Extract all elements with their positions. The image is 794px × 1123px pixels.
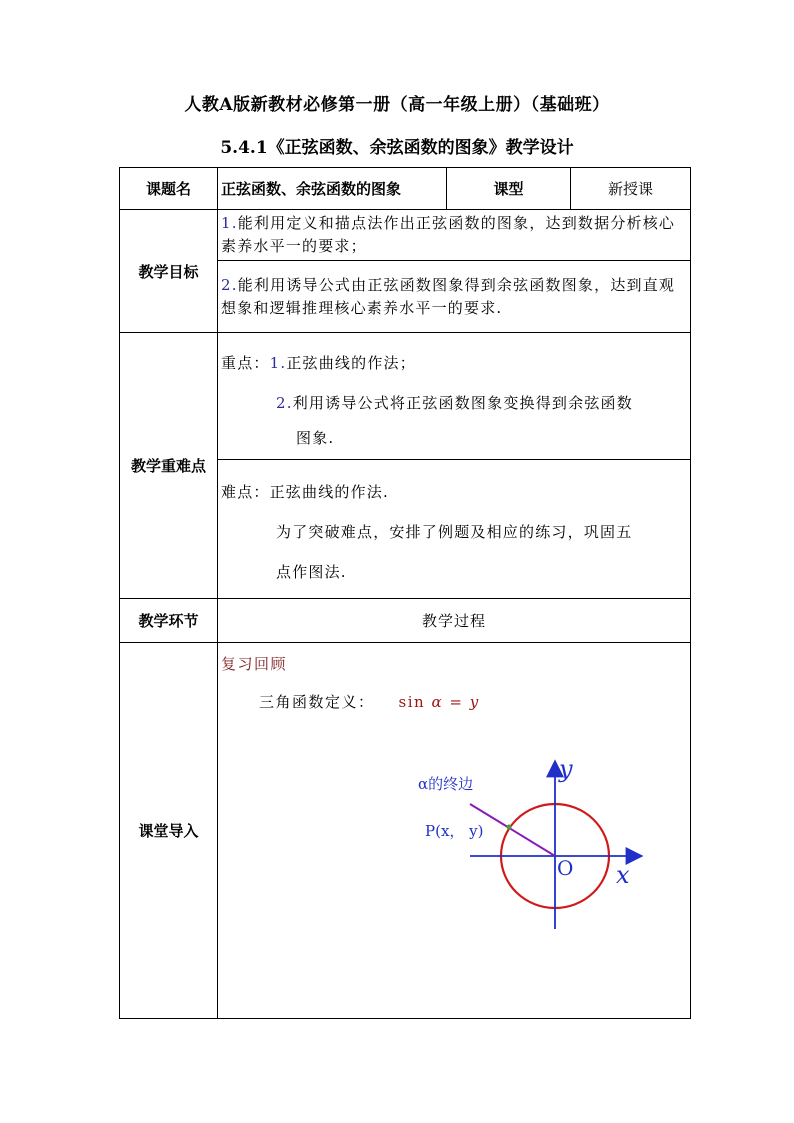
lesson-plan-table [119,167,691,1019]
point-p [507,825,512,830]
unit-circle-diagram [418,755,668,961]
formula-eq: = [443,693,470,711]
review-heading: 复习回顾 [221,655,288,673]
goals-label: 教学目标 [120,210,218,333]
key-2-text: 利用诱导公式将正弦函数图象变换得到余弦函数 [292,394,633,412]
goal-item-1 [218,210,691,261]
x-axis-label: x [616,861,630,889]
process-title: 教学过程 [218,599,691,643]
process-stage-label: 教学环节 [120,599,218,643]
trig-definition [221,691,687,712]
formula-rhs: y [469,693,480,711]
goal-item-1-number: 1. [221,214,238,232]
sine-formula [399,693,480,711]
process-header-row [120,599,691,643]
formula-func: sin [398,693,426,711]
key-points-row [120,333,691,460]
goal-item-2-number: 2. [221,275,238,294]
key-2-continued: 图象. [296,429,335,447]
goal-item-2-text: 能利用诱导公式由正弦函数图象得到余弦函数图象，达到直观想象和逻辑推理核心素养水平一的要求. [221,275,676,317]
y-axis-label: y [559,755,573,783]
document-subtitle: 5.4.1《正弦函数、余弦函数的图象》教学设计 [220,138,574,158]
type-label: 课型 [447,168,571,210]
terminal-side-label: α的终边 [418,775,474,793]
document-title: 人教A版新教材必修第一册（高一年级上册）（基础班） [184,95,610,115]
goal-item-2 [218,261,691,333]
key-points-cell [218,333,691,460]
key-2-number: 2. [276,394,293,412]
formula-var: α [431,693,444,711]
origin-label: O [557,856,574,880]
topic-row [120,168,691,210]
hard-label: 难点： [221,483,270,501]
intro-label: 课堂导入 [120,643,218,1019]
point-label: P(x， y) [425,822,484,840]
goal-item-1-text: 能利用定义和描点法作出正弦函数的图象，达到数据分析核心素养水平一的要求； [221,214,676,255]
type-value: 新授课 [571,168,691,210]
trig-definition-label: 三角函数定义： [259,693,375,711]
topic-label: 课题名 [120,168,218,210]
key-label: 重点： [221,354,270,372]
hard-note: 为了突破难点，安排了例题及相应的练习，巩固五 [276,523,633,541]
intro-row [120,643,691,1019]
goal-row-1 [120,210,691,261]
hard-note-continued: 点作图法. [276,563,347,581]
difficulty-cell [218,460,691,599]
hard-text: 正弦曲线的作法. [269,483,389,501]
key-1-text: 正弦曲线的作法； [286,354,416,372]
key-points-label: 教学重难点 [120,333,218,599]
topic-value: 正弦函数、余弦函数的图象 [218,168,447,210]
intro-cell [218,643,691,1019]
key-1-number: 1. [269,354,287,372]
